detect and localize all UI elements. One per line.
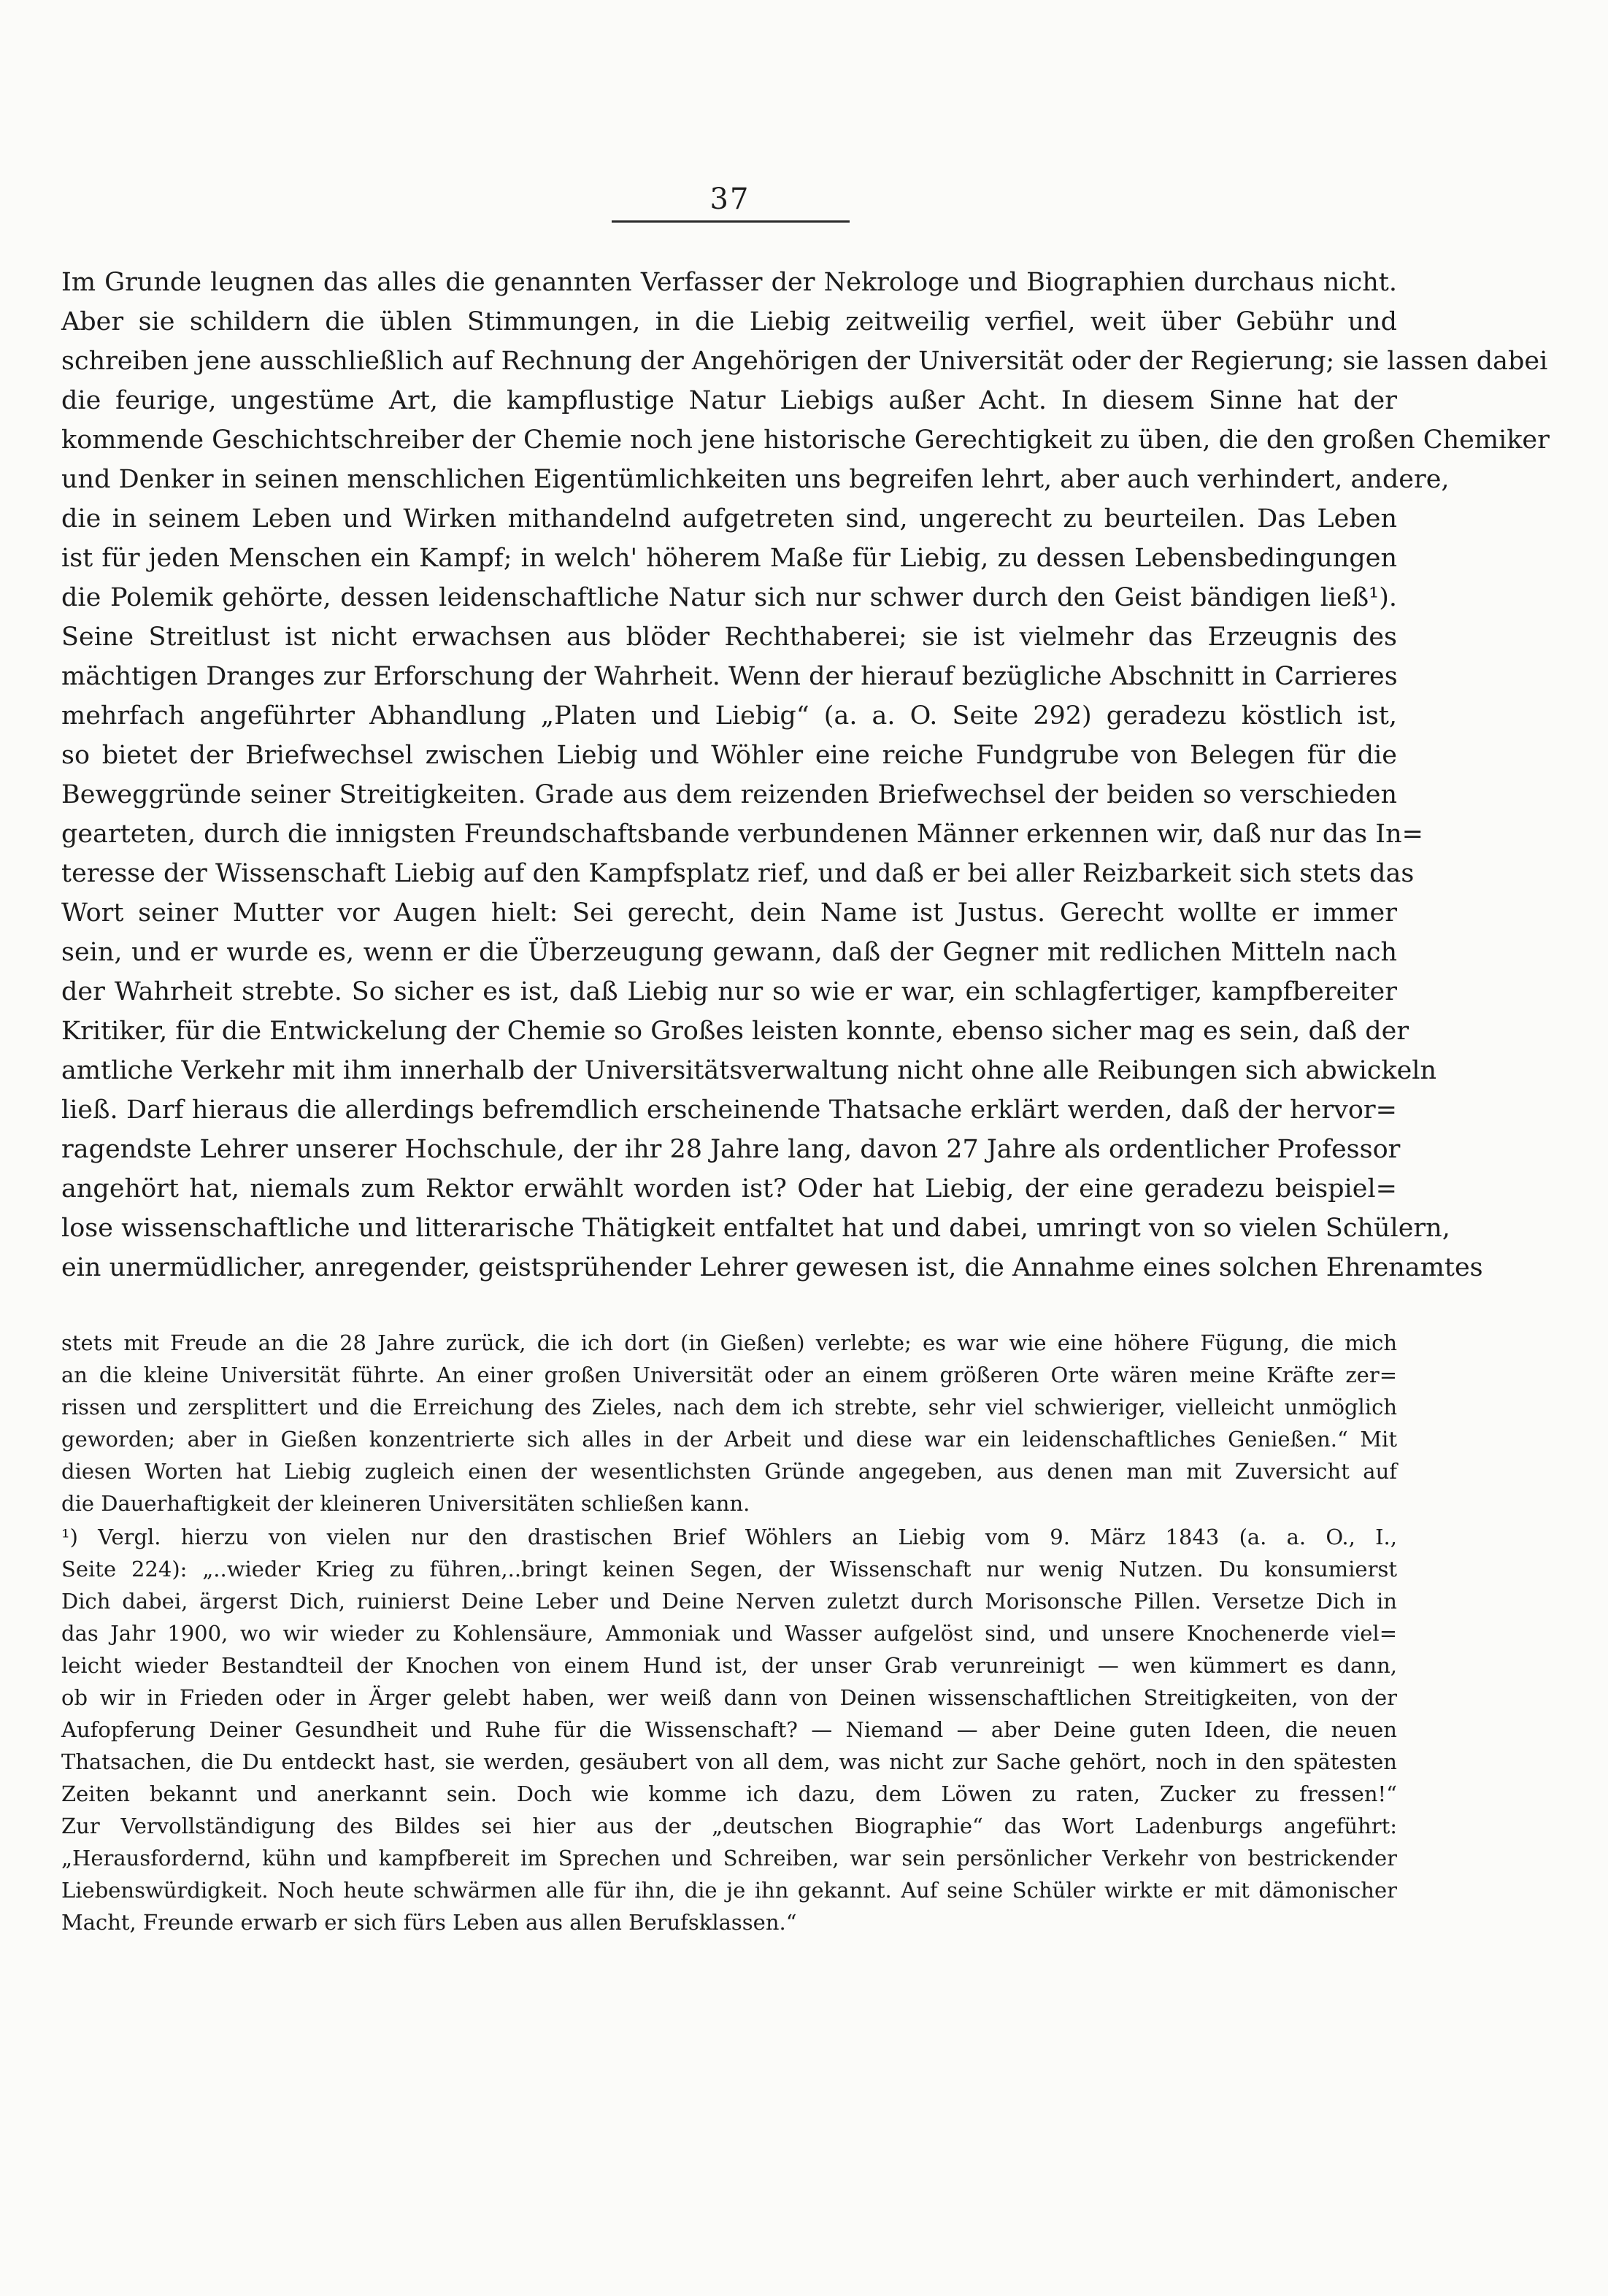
text-line: Seine Streitlust ist nicht erwachsen aus blöder Rechthaberei; sie ist vielmehr das Erzeugnis des [61, 623, 1397, 652]
footnote-line: diesen Worten hat Liebig zugleich einen der wesentlichsten Gründe angegeben, aus denen man mit Zuversicht auf [61, 1459, 1397, 1484]
text-line: ragendste Lehrer unserer Hochschule, der ihr 28 Jahre lang, davon 27 Jahre als ordentlicher Professor [61, 1135, 1401, 1164]
text-line: Beweggründe seiner Streitigkeiten. Grade aus dem reizenden Briefwechsel der beiden so verschieden [61, 780, 1397, 809]
text-line: ein unermüdlicher, anregender, geistsprühender Lehrer gewesen ist, die Annahme eines solchen Ehrenamtes [61, 1253, 1483, 1282]
footnote-line: an die kleine Universität führte. An einer großen Universität oder an einem größeren Orte wären meine Kräfte zer= [61, 1363, 1397, 1387]
text-line: ließ. Darf hieraus die allerdings befremdlich erscheinende Thatsache erklärt werden, daß der hervor= [61, 1095, 1397, 1125]
text-line: so bietet der Briefwechsel zwischen Liebig und Wöhler eine reiche Fundgrube von Belegen für die [61, 741, 1397, 770]
footnote-1 [61, 1521, 1397, 1938]
footnote-line: ¹) Vergl. hierzu von vielen nur den drastischen Brief Wöhlers an Liebig vom 9. März 1843 (a. a. O., I., [61, 1525, 1397, 1549]
footnote-line: Liebenswürdigkeit. Noch heute schwärmen alle für ihn, die je ihn gekannt. Auf seine Schüler wirkte er mit dämonischer [61, 1878, 1397, 1903]
text-line: der Wahrheit strebte. So sicher es ist, daß Liebig nur so wie er war, ein schlagfertiger, kampfbereiter [61, 977, 1397, 1006]
text-line: Kritiker, für die Entwickelung der Chemie so Großes leisten konnte, ebenso sicher mag es sein, daß der [61, 1017, 1409, 1046]
text-line: und Denker in seinen menschlichen Eigentümlichkeiten uns begreifen lehrt, aber auch verhindert, andere, [61, 465, 1450, 494]
text-line: teresse der Wissenschaft Liebig auf den Kampfsplatz rief, und daß er bei aller Reizbarkeit sich stets das [61, 859, 1415, 888]
footnote-line: Zur Vervollständigung des Bildes sei hier aus der „deutschen Biographie“ das Wort Ladenburgs angeführt: [61, 1814, 1397, 1838]
header-rule [612, 220, 850, 223]
text-line: mächtigen Dranges zur Erforschung der Wahrheit. Wenn der hierauf bezügliche Abschnitt in Carrieres [61, 662, 1398, 691]
footnote-line: „Herausfordernd, kühn und kampfbereit im Sprechen und Schreiben, war sein persönlicher Verkehr von bestrickender [61, 1846, 1397, 1871]
footnote-line: geworden; aber in Gießen konzentrierte sich alles in der Arbeit und diese war ein leidenschaftliches Genießen.“ Mit [61, 1427, 1397, 1452]
text-line: die Polemik gehörte, dessen leidenschaftliche Natur sich nur schwer durch den Geist bändigen ließ¹). [61, 583, 1397, 612]
text-line: sein, und er wurde es, wenn er die Überzeugung gewann, daß der Gegner mit redlichen Mitteln nach [61, 938, 1397, 967]
text-line: lose wissenschaftliche und litterarische Thätigkeit entfaltet hat und dabei, umringt von so vielen Schülern, [61, 1214, 1450, 1243]
footnote-line: Macht, Freunde erwarb er sich fürs Leben aus allen Berufsklassen.“ [61, 1910, 797, 1935]
footnote-line: Dich dabei, ärgerst Dich, ruinierst Deine Leber und Deine Nerven zuletzt durch Morisonsche Pillen. Versetze Dich in [61, 1589, 1397, 1614]
footnote-line: Thatsachen, die Du entdeckt hast, sie werden, gesäubert von all dem, was nicht zur Sache gehört, noch in den spätesten [61, 1749, 1397, 1774]
page-number: 37 [709, 182, 750, 216]
text-line: mehrfach angeführter Abhandlung „Platen und Liebig“ (a. a. O. Seite 292) geradezu köstlich ist, [61, 701, 1397, 731]
text-line: kommende Geschichtschreiber der Chemie noch jene historische Gerechtigkeit zu üben, die den großen Chemiker [61, 425, 1550, 455]
footnote-line: Aufopferung Deiner Gesundheit und Ruhe für die Wissenschaft? — Niemand — aber Deine guten Ideen, die neuen [61, 1717, 1397, 1742]
footnote-line: ob wir in Frieden oder in Ärger gelebt haben, wer weiß dann von Deinen wissenschaftlichen Streitigkeiten, von der [61, 1685, 1397, 1710]
footnote-line: die Dauerhaftigkeit der kleineren Universitäten schließen kann. [61, 1491, 750, 1516]
text-line: die in seinem Leben und Wirken mithandelnd aufgetreten sind, ungerecht zu beurteilen. Das Leben [61, 504, 1397, 533]
footnote-line: das Jahr 1900, wo wir wieder zu Kohlensäure, Ammoniak und Wasser aufgelöst sind, und unsere Knochenerde viel= [61, 1621, 1397, 1646]
text-line: gearteten, durch die innigsten Freundschaftsbande verbundenen Männer erkennen wir, daß nur das In= [61, 820, 1423, 849]
footnote-line: leicht wieder Bestandteil der Knochen von einem Hund ist, der unser Grab verunreinigt — wen kümmert es dann, [61, 1653, 1397, 1678]
text-line: schreiben jene ausschließlich auf Rechnung der Angehörigen der Universität oder der Regierung; sie lassen dabei [61, 347, 1548, 376]
text-line: Wort seiner Mutter vor Augen hielt: Sei gerecht, dein Name ist Justus. Gerecht wollte er immer [61, 898, 1397, 928]
text-line: Im Grunde leugnen das alles die genannten Verfasser der Nekrologe und Biographien durchaus nicht. [61, 268, 1397, 297]
main-text [61, 263, 1550, 1287]
footnote-line: rissen und zersplittert und die Erreichung des Zieles, nach dem ich strebte, sehr viel schwieriger, vielleicht unmöglich [61, 1395, 1397, 1419]
text-line: angehört hat, niemals zum Rektor erwählt worden ist? Oder hat Liebig, der eine geradezu beispiel= [61, 1174, 1397, 1203]
footnote-line: Zeiten bekannt und anerkannt sein. Doch wie komme ich dazu, dem Löwen zu raten, Zucker zu fressen!“ [61, 1781, 1397, 1806]
footnote-line: Seite 224): „..wieder Krieg zu führen,..bringt keinen Segen, der Wissenschaft nur wenig Nutzen. Du konsumierst [61, 1557, 1397, 1582]
footnote-continuation [61, 1327, 1397, 1519]
text-line: ist für jeden Menschen ein Kampf; in welch' höherem Maße für Liebig, zu dessen Lebensbedingungen [61, 544, 1397, 573]
text-line: amtliche Verkehr mit ihm innerhalb der Universitätsverwaltung nicht ohne alle Reibungen sich abwickeln [61, 1056, 1437, 1085]
text-line: Aber sie schildern die üblen Stimmungen, in die Liebig zeitweilig verfiel, weit über Gebühr und [61, 307, 1397, 336]
text-line: die feurige, ungestüme Art, die kampflustige Natur Liebigs außer Acht. In diesem Sinne hat der [61, 386, 1397, 415]
footnote-line: stets mit Freude an die 28 Jahre zurück, die ich dort (in Gießen) verlebte; es war wie eine höhere Fügung, die mich [61, 1330, 1397, 1355]
